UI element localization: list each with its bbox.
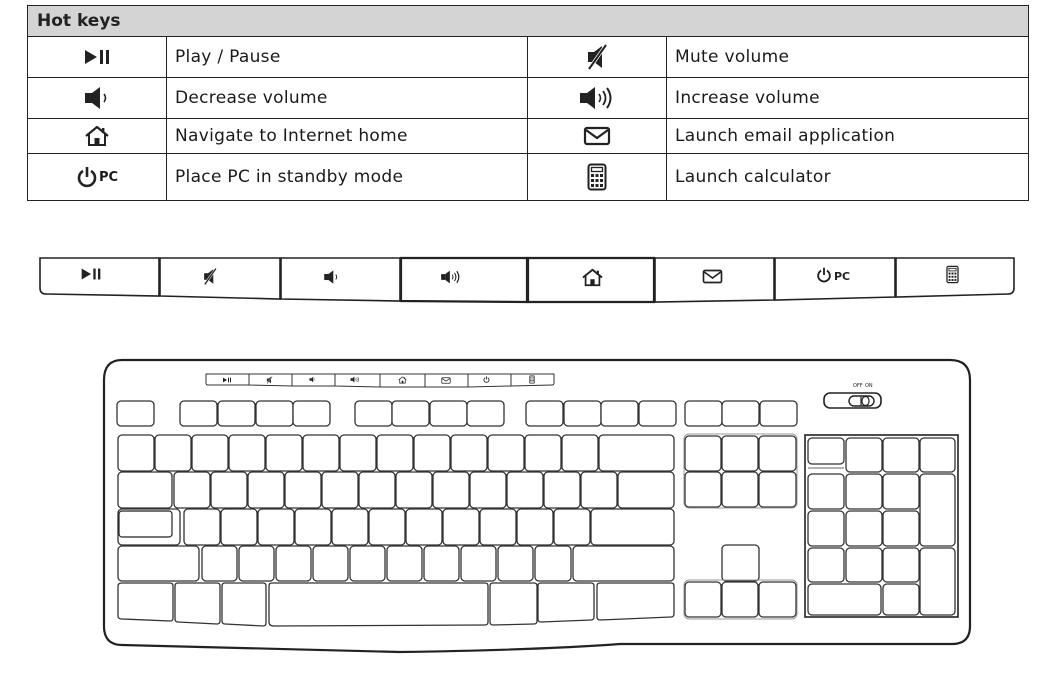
- table-row: [28, 37, 1029, 78]
- hotkey-label: Navigate to Internet home: [167, 119, 528, 154]
- table-row: [28, 119, 1029, 154]
- power-pc-icon: PC: [76, 166, 118, 188]
- table-row: [28, 78, 1029, 119]
- calculator-icon: [587, 163, 607, 191]
- keyboard-hotkey-row: [206, 374, 554, 387]
- hotkey-label: Play / Pause: [167, 37, 528, 78]
- switch-on-label: ON: [865, 383, 873, 389]
- email-icon: [583, 126, 611, 146]
- hotkey-label: Place PC in standby mode: [167, 154, 528, 201]
- play-pause-icon: [83, 48, 111, 66]
- mute-icon: [585, 44, 609, 70]
- home-icon: [84, 125, 110, 147]
- pc-text: PC: [834, 270, 851, 283]
- volume-down-icon: [83, 85, 111, 111]
- hotkeys-table: [27, 5, 1029, 201]
- numpad-keys: [808, 438, 955, 615]
- hotkey-label: Mute volume: [667, 37, 1029, 78]
- table-row: [28, 154, 1029, 201]
- hotkey-label: Launch email application: [667, 119, 1029, 154]
- switch-off-label: OFF: [853, 383, 863, 389]
- keyboard-illustration: [100, 358, 972, 654]
- hotkeys-table-title: Hot keys: [28, 6, 1029, 37]
- hotkey-label: Increase volume: [667, 78, 1029, 119]
- hotkey-label: Decrease volume: [167, 78, 528, 119]
- volume-up-icon: [578, 85, 616, 111]
- hotkey-strip: [38, 256, 1016, 306]
- hotkey-label: Launch calculator: [667, 154, 1029, 201]
